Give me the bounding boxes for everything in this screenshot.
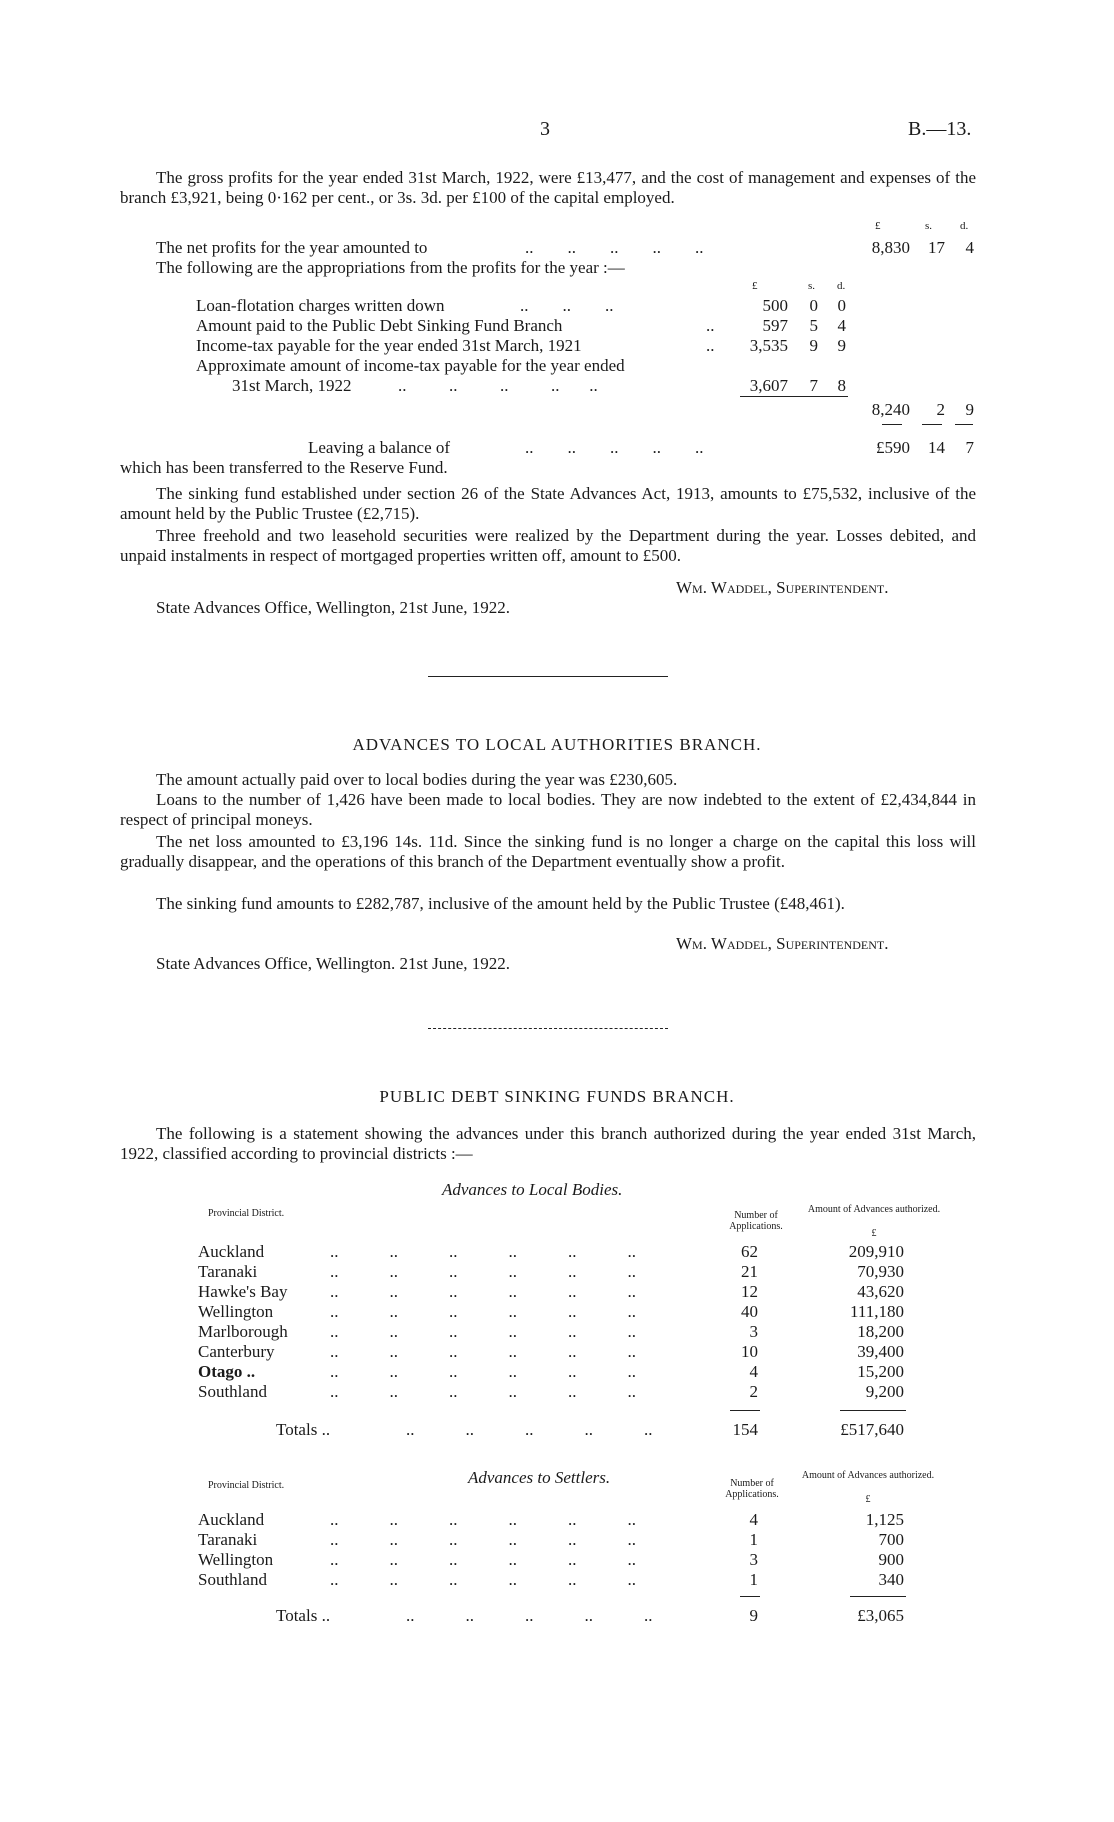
district-name: Canterbury — [198, 1342, 275, 1361]
appropriation-item-shillings: 5 — [809, 316, 818, 335]
sinking-fund-paragraph: The sinking fund established under section 26 of the State Advances Act, 1913, amounts to £75,532, inclusive of the amount held by the Public Trustee (£2,715). — [120, 484, 976, 523]
net-profits-pence: 4 — [965, 238, 974, 257]
table-row — [198, 1282, 958, 1302]
section-heading-sinking-funds: PUBLIC DEBT SINKING FUNDS BRANCH. — [379, 1087, 735, 1106]
appropriation-item-pence: 9 — [837, 336, 846, 355]
appropriation-item-shillings: 7 — [809, 376, 818, 395]
table-row — [198, 1550, 958, 1570]
appropriations-total-pounds: 8,240 — [871, 400, 910, 419]
leader-dots: .. .. .. .. .. — [406, 1420, 653, 1439]
amount-authorized: 39,400 — [857, 1342, 904, 1361]
district-name: Southland — [198, 1382, 267, 1401]
leader-dots: .. .. .. .. .. .. — [330, 1242, 636, 1261]
amount-authorized: 43,620 — [857, 1282, 904, 1301]
amount-authorized: 15,200 — [857, 1362, 904, 1381]
unit-d: d. — [837, 280, 846, 292]
net-profits-label: The net profits for the year amounted to — [156, 238, 428, 257]
appropriation-item-label-cont: 31st March, 1922 — [232, 376, 352, 395]
district-name: Wellington — [198, 1302, 274, 1321]
totals-rule-amount — [840, 1410, 906, 1411]
totals-rule-amount — [850, 1596, 906, 1597]
appropriations-total-shillings: 2 — [936, 400, 945, 419]
totals-label: Totals .. — [276, 1420, 331, 1439]
district-name: Wellington — [198, 1550, 274, 1569]
leader-dots: .. .. .. .. .. .. — [330, 1570, 636, 1589]
table-row — [198, 1342, 958, 1362]
leader-dots: .. .. .. .. .. .. — [330, 1362, 636, 1381]
balance-rule-l — [882, 424, 902, 425]
applications-count: 10 — [741, 1342, 758, 1361]
securities-paragraph: Three freehold and two leasehold securities were realized by the Department during the year. Losses debited, and unpaid instalments in respect of mortgaged properties written off, amount to £500. — [120, 526, 976, 565]
amount-authorized: 70,930 — [857, 1262, 904, 1281]
leader-dots: .. .. .. .. .. .. — [330, 1342, 636, 1361]
subtotal-rule — [740, 396, 848, 397]
local-paid-paragraph: The amount actually paid over to local bodies during the year was £230,605. — [156, 770, 678, 789]
appropriation-item-pounds: 500 — [762, 296, 788, 315]
appropriation-item-pence: 8 — [837, 376, 846, 395]
table-row — [198, 1322, 958, 1342]
appropriations-total-pence: 9 — [965, 400, 974, 419]
unit-s: s. — [808, 280, 816, 292]
applications-count: 4 — [749, 1510, 758, 1529]
total-amount: £3,065 — [857, 1606, 904, 1625]
column-header-district: Provincial District. — [208, 1208, 285, 1219]
section-divider — [428, 1028, 668, 1029]
district-name: Taranaki — [198, 1530, 258, 1549]
leader-dots: .. .. .. .. .. .. — [330, 1282, 636, 1301]
local-sinking-paragraph: The sinking fund amounts to £282,787, inclusive of the amount held by the Public Trustee (£48,461). — [156, 894, 845, 913]
column-header-amount: Amount of Advances authorized. — [807, 1204, 941, 1215]
balance-pence: 7 — [965, 438, 974, 457]
leader-dots: .. .. .. — [520, 296, 614, 315]
leader-dots: .. .. .. .. .. .. — [330, 1262, 636, 1281]
applications-count: 1 — [749, 1570, 758, 1589]
net-profits-pounds: 8,830 — [871, 238, 910, 257]
leader-dots: .. .. .. .. .. — [406, 1606, 653, 1625]
balance-rule-d — [955, 424, 973, 425]
amount-authorized: 111,180 — [850, 1302, 904, 1321]
table-row — [198, 1570, 958, 1590]
appropriation-item-label: Loan-flotation charges written down — [196, 296, 445, 315]
unit-l: £ — [752, 280, 758, 292]
applications-count: 4 — [749, 1362, 758, 1381]
district-name: Hawke's Bay — [198, 1282, 288, 1301]
leader-dots: .. — [706, 316, 715, 335]
amount-authorized: 900 — [878, 1550, 904, 1569]
district-name: Auckland — [198, 1510, 265, 1529]
applications-count: 12 — [741, 1282, 758, 1301]
column-header-number: Number of Applications. — [725, 1478, 779, 1500]
appropriation-item-label: Approximate amount of income-tax payable for the year ended — [196, 356, 625, 375]
office-date: State Advances Office, Wellington, 21st June, 1922. — [156, 598, 511, 617]
leader-dots: .. .. .. .. .. .. — [330, 1550, 636, 1569]
appropriation-item-shillings: 0 — [809, 296, 818, 315]
table-row — [198, 1510, 958, 1530]
table-row — [198, 1302, 958, 1322]
table-row — [198, 1530, 958, 1550]
applications-count: 40 — [741, 1302, 758, 1321]
district-name: Southland — [198, 1570, 267, 1589]
leader-dots: .. .. .. .. .. — [525, 238, 704, 257]
district-name: Otago .. — [198, 1362, 256, 1381]
document-reference: B.—13. — [908, 118, 972, 140]
appropriation-item-pence: 0 — [837, 296, 846, 315]
table-row — [198, 1262, 958, 1282]
total-applications: 9 — [749, 1606, 758, 1625]
leader-dots: .. .. .. .. .. .. — [330, 1382, 636, 1401]
amount-authorized: 209,910 — [848, 1242, 904, 1261]
leader-dots: .. .. .. .. .. — [525, 438, 704, 457]
appropriation-item-label: Income-tax payable for the year ended 31st March, 1921 — [196, 336, 582, 355]
applications-count: 1 — [749, 1530, 758, 1549]
appropriation-item-pounds: 3,607 — [749, 376, 788, 395]
unit-d: d. — [960, 220, 969, 232]
district-name: Auckland — [198, 1242, 265, 1261]
amount-authorized: 1,125 — [865, 1510, 904, 1529]
office-date: State Advances Office, Wellington. 21st June, 1922. — [156, 954, 511, 973]
balance-rule-s — [922, 424, 942, 425]
net-profits-shillings: 17 — [928, 238, 945, 257]
gross-profits-paragraph: The gross profits for the year ended 31st March, 1922, were £13,477, and the cost of management and expenses of the branch £3,921, being 0·162 per cent., or 3s. 3d. per £100 of the capital employed. — [120, 168, 976, 207]
amount-authorized: 700 — [878, 1530, 904, 1549]
table-title: Advances to Local Bodies. — [442, 1180, 623, 1199]
total-applications: 154 — [732, 1420, 758, 1439]
unit-l: £ — [875, 220, 881, 232]
appropriation-item-label: Amount paid to the Public Debt Sinking Fund Branch — [196, 316, 563, 335]
applications-count: 3 — [749, 1322, 758, 1341]
sinking-funds-intro: The following is a statement showing the advances under this branch authorized during the year ended 31st March, 1922, classified according to provincial districts :— — [120, 1124, 976, 1163]
balance-shillings: 14 — [928, 438, 945, 457]
table-title: Advances to Settlers. — [468, 1468, 611, 1487]
appropriation-item-pence: 4 — [837, 316, 846, 335]
column-header-number: Number of Applications. — [729, 1210, 783, 1232]
leader-dots: .. .. .. .. .. .. — [330, 1302, 636, 1321]
table-row — [198, 1362, 958, 1382]
leader-dots: .. .. .. .. .. — [398, 376, 598, 395]
totals-rule-number — [730, 1410, 760, 1411]
amount-authorized: 18,200 — [857, 1322, 904, 1341]
appropriation-item-pounds: 3,535 — [749, 336, 788, 355]
leader-dots: .. .. .. .. .. .. — [330, 1510, 636, 1529]
balance-pounds: £590 — [876, 438, 910, 457]
leader-dots: .. — [706, 336, 715, 355]
appropriations-intro: The following are the appropriations from the profits for the year :— — [156, 258, 625, 277]
total-amount: £517,640 — [840, 1420, 904, 1439]
appropriation-item-shillings: 9 — [809, 336, 818, 355]
applications-count: 2 — [749, 1382, 758, 1401]
local-loans-paragraph: Loans to the number of 1,426 have been made to local bodies. They are now indebted to the extent of £2,434,844 in respect of principal moneys. — [120, 790, 976, 829]
leader-dots: .. .. .. .. .. .. — [330, 1322, 636, 1341]
applications-count: 21 — [741, 1262, 758, 1281]
applications-count: 3 — [749, 1550, 758, 1569]
currency-symbol: £ — [871, 1228, 877, 1239]
table-row — [198, 1382, 958, 1402]
amount-authorized: 340 — [878, 1570, 904, 1589]
unit-s: s. — [925, 220, 933, 232]
totals-rule-number — [740, 1596, 760, 1597]
column-header-amount: Amount of Advances authorized. — [801, 1470, 935, 1481]
district-name: Taranaki — [198, 1262, 258, 1281]
applications-count: 62 — [741, 1242, 758, 1261]
table-row — [198, 1242, 958, 1262]
local-net-loss-paragraph: The net loss amounted to £3,196 14s. 11d. Since the sinking fund is no longer a charge on the capital this loss will gradually disappear, and the operations of this branch of the Department eventually show a profit. — [120, 832, 976, 871]
section-divider — [428, 676, 668, 677]
superintendent-signature: Wm. Waddel, Superintendent. — [676, 578, 889, 597]
column-header-district: Provincial District. — [208, 1480, 285, 1491]
currency-symbol: £ — [865, 1494, 871, 1505]
section-heading-local-authorities: ADVANCES TO LOCAL AUTHORITIES BRANCH. — [352, 735, 762, 754]
page-number: 3 — [540, 118, 550, 140]
balance-note: which has been transferred to the Reserve Fund. — [120, 458, 448, 477]
totals-label: Totals .. — [276, 1606, 331, 1625]
superintendent-signature: Wm. Waddel, Superintendent. — [676, 934, 889, 953]
amount-authorized: 9,200 — [865, 1382, 904, 1401]
appropriation-item-pounds: 597 — [762, 316, 788, 335]
leader-dots: .. .. .. .. .. .. — [330, 1530, 636, 1549]
balance-label: Leaving a balance of — [308, 438, 451, 457]
district-name: Marlborough — [198, 1322, 288, 1341]
